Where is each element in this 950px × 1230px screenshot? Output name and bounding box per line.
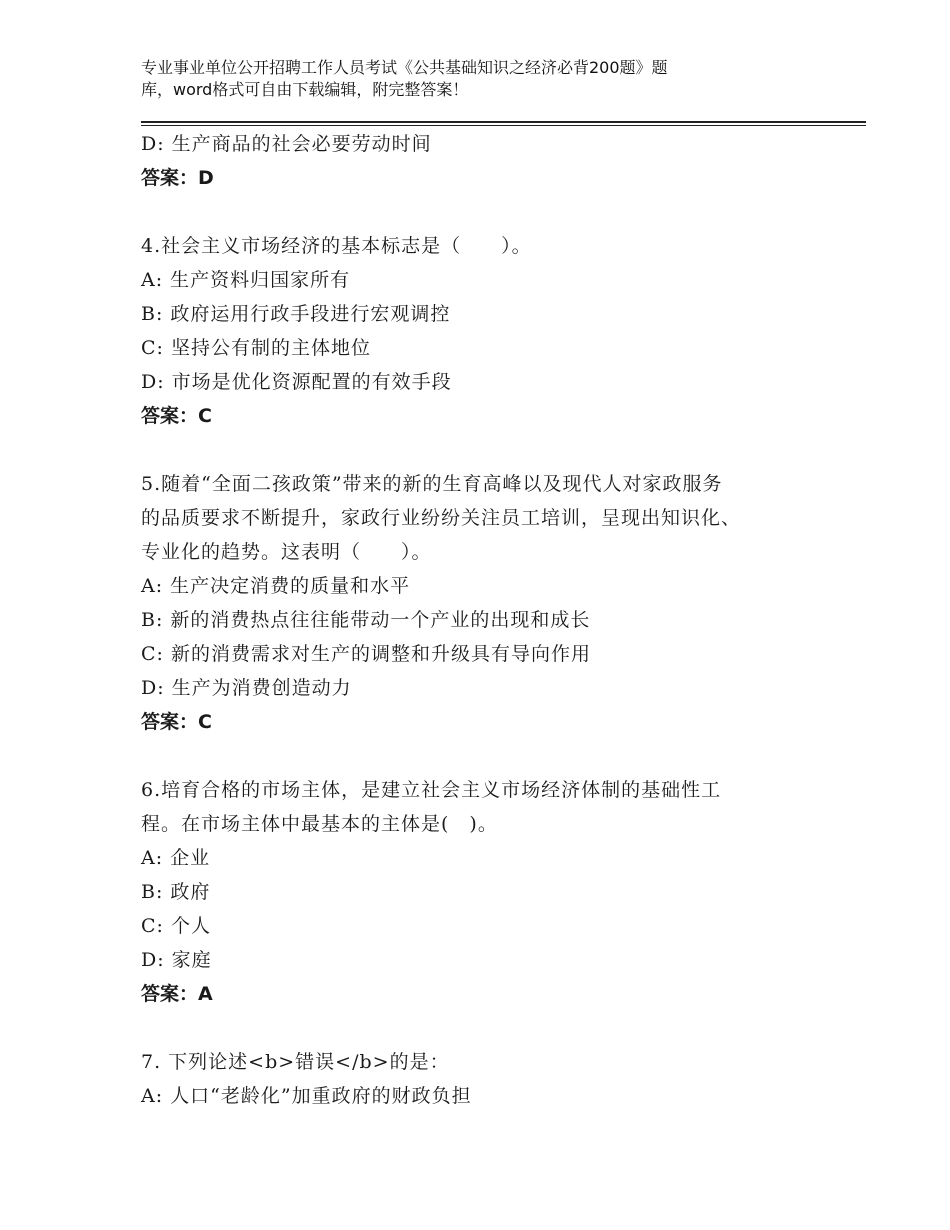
document-body xyxy=(141,127,801,1113)
option-a: A: 生产资料归国家所有 xyxy=(141,269,351,291)
spacer xyxy=(141,1011,801,1045)
question-stem: 5.随着“全面二孩政策”带来的新的生育高峰以及现代人对家政服务 xyxy=(141,473,723,495)
option-b: B: 政府运用行政手段进行宏观调控 xyxy=(141,303,451,325)
option-c: C: 坚持公有制的主体地位 xyxy=(141,337,371,359)
question-stem: 6.培育合格的市场主体，是建立社会主义市场经济体制的基础性工 xyxy=(141,779,722,801)
header-divider xyxy=(141,121,866,126)
page-header xyxy=(141,57,781,101)
question-6 xyxy=(141,773,801,1011)
option-a: A: 人口“老龄化”加重政府的财政负担 xyxy=(141,1085,472,1107)
answer-line: 答案：A xyxy=(141,983,213,1005)
question-stem: 的品质要求不断提升，家政行业纷纷关注员工培训，呈现出知识化、 xyxy=(141,507,742,529)
spacer xyxy=(141,433,801,467)
option-a: A: 企业 xyxy=(141,847,211,869)
question-5 xyxy=(141,467,801,739)
question-stem: 程。在市场主体中最基本的主体是( )。 xyxy=(141,813,498,835)
option-d: D: 生产为消费创造动力 xyxy=(141,677,352,699)
header-title-line-2: 库，word格式可自由下载编辑，附完整答案！ xyxy=(141,80,469,99)
option-d: D: 家庭 xyxy=(141,949,212,971)
answer-line: 答案：D xyxy=(141,167,214,189)
answer-line: 答案：C xyxy=(141,711,212,733)
header-title-line-1: 专业事业单位公开招聘工作人员考试《公共基础知识之经济必背200题》题 xyxy=(141,58,668,77)
option-c: C: 新的消费需求对生产的调整和升级具有导向作用 xyxy=(141,643,591,665)
question-4 xyxy=(141,229,801,433)
header-divider-thin xyxy=(141,125,866,126)
option-c: C: 个人 xyxy=(141,915,211,937)
option-a: A: 生产决定消费的质量和水平 xyxy=(141,575,411,597)
option-b: B: 新的消费热点往往能带动一个产业的出现和成长 xyxy=(141,609,591,631)
spacer xyxy=(141,195,801,229)
answer-line: 答案：C xyxy=(141,405,212,427)
option-d: D: 市场是优化资源配置的有效手段 xyxy=(141,371,452,393)
question-stem: 7. 下列论述<b>错误</b>的是： xyxy=(141,1051,450,1073)
question-7 xyxy=(141,1045,801,1113)
option-d: D: 生产商品的社会必要劳动时间 xyxy=(141,133,432,155)
header-divider-thick xyxy=(141,121,866,123)
option-b: B: 政府 xyxy=(141,881,211,903)
question-stem: 4.社会主义市场经济的基本标志是（ ）。 xyxy=(141,235,532,257)
spacer xyxy=(141,739,801,773)
question-stem: 专业化的趋势。这表明（ ）。 xyxy=(141,541,432,563)
